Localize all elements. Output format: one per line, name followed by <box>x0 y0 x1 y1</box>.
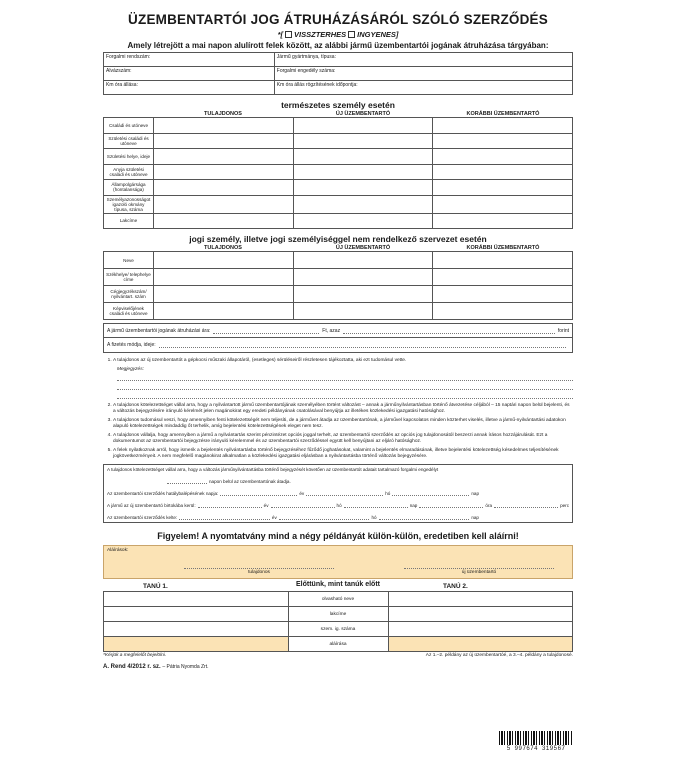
list-item: 3. A tulajdonos tudomásul veszi, hogy amennyiben fenti kötelezettségét nem teljesíti, de a járművet átadja az üzembentartónak, a járművel kapcsolatos minden közterhet viselés, illetve a jármű-nyilvántartási adatokon alapuló kötelezettségek mindaddig őt terhelik, amíg bejelentési kötelezettségének eleget nem tesz. <box>113 418 573 430</box>
natural-person-heading: természetes személy esetén <box>281 100 395 110</box>
footnote: *Kérjük a megfelelőt bejelölni. Az 1.–2. példány az új üzembentartóé, a 3.–4. példány a tulajdonosé. <box>103 653 573 658</box>
price-row[interactable]: A jármű üzembentartói jogának átruházási ára: Ft, azaz forint <box>103 323 573 338</box>
witnesses-heading: Előttünk, mint tanúk előtt <box>296 581 380 588</box>
publisher: – Pátria Nyomda Zrt. <box>162 664 209 670</box>
vehicle-table <box>103 52 573 95</box>
visszterhes-checkbox[interactable] <box>285 31 292 38</box>
table-row: Képviselőjének családi és utóneve <box>104 303 573 320</box>
natural-person-table <box>103 117 573 229</box>
table-row: Székhelye/ telephelye címe <box>104 269 573 286</box>
make-field[interactable]: Jármű gyártmánya, típusa: <box>274 53 572 67</box>
legal-person-heading: jogi személy, illetve jogi személyiséggel nem rendelkező szervezet esetén <box>189 234 487 244</box>
clauses-list-cont <box>103 403 573 460</box>
witness-2-heading: TANÚ 2. <box>443 583 468 590</box>
list-item: 5. A felek nyilatkoznak arról, hogy ismerik a bejelentés nyilvántartásba történő bejegyzéséhez fűződő joghatásokat, valamint a bejelentés elmaradásának, illetve bejelentési kötelezettség késedelmes teljesítésének jogkövetkezményeit. A nem megfelelő magánokirat alkalmatlan a közlekedési igazgatási eljárásban a nyilvántartásba történő változás bejegyzésére. <box>113 448 573 460</box>
clauses-list <box>103 358 573 364</box>
form-title: ÜZEMBENTARTÓI JOG ÁTRUHÁZÁSÁRÓL SZÓLÓ SZERZŐDÉS <box>128 12 548 27</box>
remarks-label: Megjegyzés: <box>117 367 144 372</box>
legal-person-table <box>103 251 573 320</box>
list-item: 1. A tulajdonos az új üzembentartót a gépkocsi műszaki állapotáról, (esetleges) sérüléseiről részletesen tájékoztatta, aki ezt tudomásul vette. <box>113 358 573 364</box>
table-row: Cégjegyzékszám/ nyilvántart. szám <box>104 286 573 303</box>
table-row: Születési helye, ideje <box>104 149 573 165</box>
signature-box[interactable]: Aláírások: tulajdonos új üzembentartó <box>103 545 573 579</box>
intro-text: Amely létrejött a mai napon alulírott felek között, az alábbi jármű üzembentartói jogának átruházása tárgyában: <box>127 41 549 50</box>
table-row: lakcíme <box>104 607 573 622</box>
owner-signature[interactable]: tulajdonos <box>184 568 334 575</box>
chassis-field[interactable]: Alvázszám: <box>104 67 275 81</box>
legal-column-headers: TULAJDONOS ÚJ ÜZEMBENTARTÓ KORÁBBI ÜZEMBENTARTÓ <box>204 245 540 251</box>
contract-form <box>103 12 573 752</box>
witness-table <box>103 591 573 652</box>
natural-column-headers: TULAJDONOS ÚJ ÜZEMBENTARTÓ KORÁBBI ÜZEMBENTARTÓ <box>204 111 540 117</box>
table-row: Személyazonosságot igazoló okmány típusa, száma <box>104 195 573 213</box>
copies-note: Az 1.–2. példány az új üzembentartóé, a 3.–4. példány a tulajdonosé. <box>425 653 573 658</box>
list-item: 2. A tulajdonos kötelezettséget vállal arra, hogy a nyilvántartott jármű üzembentartójának személyében történt változást – annak a járműnyilvántartásban történő átvezetése céljából – 15 naptári napon belül bejelenti, és a változás bejegyzésére irányuló kérelmét jelen magánokirat egy eredeti példányának csatolásával benyújtja az illetékes közlekedési igazgatási hatósághoz. <box>113 403 573 415</box>
odometer-field[interactable]: Km óra állása: <box>104 81 275 95</box>
option-visszterhes: VISSZTERHES <box>294 30 347 39</box>
table-row: Lakcíme <box>104 213 573 229</box>
witness-1-heading: TANÚ 1. <box>143 583 168 590</box>
table-row: aláírása <box>104 637 573 652</box>
handover-declaration: A tulajdonos kötelezettséget vállal arra, hogy a változás járműnyilvántartásba történő bejegyzését követően az üzembentartót adatait tartalmazó forgalmi engedélyt napon belül az üzembentartónak átadja. Az üzembentartói szerződés hatálybalépésének napja: év hó nap A jármű az új üzembentartó birtokába kerül: év hó nap óra perc Az üzembentartói szerződés kelte: év hó nap <box>103 464 573 523</box>
table-row: Születési családi és utóneve <box>104 133 573 149</box>
option-ingyenes: INGYENES <box>357 30 396 39</box>
table-row: Családi és utóneve <box>104 118 573 134</box>
registration-doc-field[interactable]: Forgalmi engedély száma: <box>274 67 572 81</box>
plate-field[interactable]: Forgalmi rendszám: <box>104 53 275 67</box>
remarks-line[interactable] <box>117 381 573 390</box>
remarks-line[interactable] <box>117 390 573 399</box>
table-row: Állampolgársága (hontalansága) <box>104 180 573 196</box>
payment-row[interactable]: A fizetés módja, ideje: <box>103 338 573 353</box>
signature-warning: Figyelem! A nyomtatvány mind a négy példányát külön-külön, eredetiben kell aláírni! <box>157 531 519 541</box>
barcode <box>499 731 573 752</box>
barcode-bars <box>499 731 573 745</box>
table-row: Neve <box>104 252 573 269</box>
new-keeper-signature[interactable]: új üzembentartó <box>404 568 554 575</box>
ingyenes-checkbox[interactable] <box>348 31 355 38</box>
list-item: 4. A tulajdonos vállalja, hogy amennyiben a jármű a nyilvántartás szerint pénzintézet opciós joggal terhelt, az üzembentartói szerződés az opciós jog tulajdonosától beszerzi annak írásos hozzájárulását. Ezt a dokumentumot az üzembentartói bejegyzésre irányuló kérelemmel és az üzembentartói szerződéssel együtt kell benyújtani az eljáró hatósághoz. <box>113 433 573 445</box>
table-row: szem. ig. száma <box>104 622 573 637</box>
barcode-number: 5 997674 319567 <box>506 745 566 752</box>
contract-type-selector: *[ VISSZTERHES INGYENES] <box>277 30 399 39</box>
remarks-line[interactable] <box>117 372 573 381</box>
table-row: olvasható neve <box>104 592 573 607</box>
form-code: A. Rend 4/2012 r. sz. – Pátria Nyomda Zrt. <box>103 664 209 670</box>
table-row: Anyja születési családi és utóneve <box>104 164 573 180</box>
odometer-date-field[interactable]: Km óra állás rögzítésének időpontja: <box>274 81 572 95</box>
witnesses-section <box>103 583 573 651</box>
